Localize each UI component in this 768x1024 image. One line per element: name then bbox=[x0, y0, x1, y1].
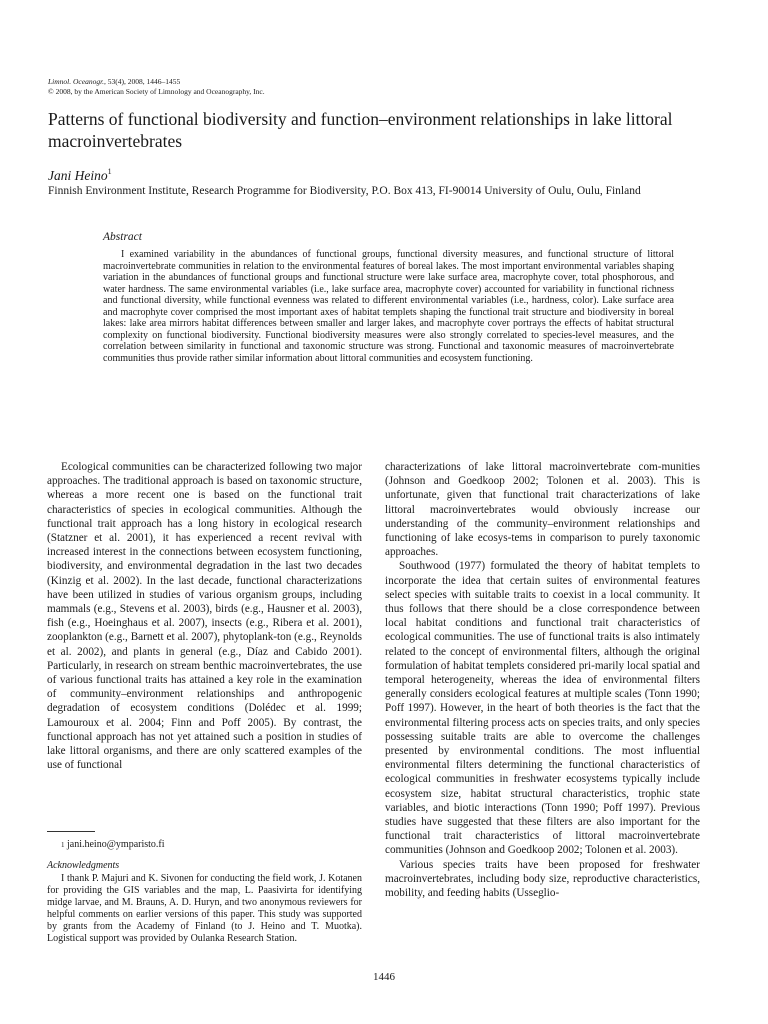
footnote-marker: 1 bbox=[61, 841, 65, 849]
body-paragraph: Ecological communities can be characterized following two major approaches. The traditional approach is based on taxonomic structure, whereas a more recent one is based on the functional trait characteristics of species in ecological communities. Although the functional trait approach has a long history in ecological research (Statzner et al. 2001), it has experienced a recent revival with increased interest in the connections between ecosystem functioning, biodiversity, and environmental degradation in the last two decades (Kinzig et al. 2002). In the last decade, functional characterizations have been utilized in studies of various organism groups, including mammals (e.g., Stevens et al. 2003), birds (e.g., Hausner et al. 2003), fish (e.g., Hoeinghaus et al. 2007), insects (e.g., Ribera et al. 2001), zooplankton (e.g., Barnett et al. 2007), phytoplank-ton (e.g., Reynolds et al. 2002), and plants in general (e.g., Díaz and Cabido 2001). Particularly, in research on stream benthic macroinvertebrates, the use of various functional traits has attained a key role in the examination of community–environment relationships and anthropogenic degradation of ecosystem conditions (Dolédec et al. 1999; Lamouroux et al. 2004; Finn and Poff 2005). By contrast, the functional approach has not yet attained such a position in studies of lake littoral organisms, and there are only scattered examples of the use of functional bbox=[47, 461, 362, 772]
page-number: 1446 bbox=[373, 971, 395, 983]
author-line bbox=[48, 168, 112, 184]
author-affiliation: Finnish Environment Institute, Research Programme for Biodiversity, P.O. Box 413, FI-90014 University of Oulu, Oulu, Finland bbox=[48, 185, 641, 197]
body-paragraph: Southwood (1977) formulated the theory of habitat templets to incorporate the idea that certain suites of environmental features select species with suitable traits to coexist in a local community. It thus follows that there should be a close correspondence between local habitat conditions and functional trait characteristics of ecological communities. The use of functional traits is also intimately related to the concept of environmental filters, although the original formulation of habitat templets considered pri-marily local spatial and temporal heterogeneity, whereas the idea of environmental filters generally considers ecological features at multiple scales (Tonn 1990; Poff 1997). However, in the heart of both theories is the fact that the environmental filtering process acts on species traits, and only species possessing suitable traits are able to overcome the challenges presented by environmental conditions. The most influential environmental filters determining the functional characteristics of ecological communities in freshwater ecosystems typically include ecosystem size, habitat structural characteristics, trophic state variables, and biotic interactions (Tonn 1990; Poff 1997). Previous studies have suggested that these filters are also important for the functional trait characteristics of littoral macroinvertebrate communities (Johnson and Goedkoop 2002; Tolonen et al. 2003). bbox=[385, 560, 700, 857]
acknowledgments-text: I thank P. Majuri and K. Sivonen for conducting the field work, J. Kotanen for providing the GIS variables and the map, L. Paasivirta for identifying midge larvae, and M. Brauns, A. D. Huryn, and two anonymous reviewers for helpful comments on earlier versions of this paper. This study was supported by grants from the Academy of Finland (to J. Heino and T. Muotka). Logistical support was provided by Oulanka Research Station. bbox=[47, 873, 362, 944]
author-name: Jani Heino bbox=[48, 168, 108, 183]
copyright-line: © 2008, by the American Society of Limnology and Oceanography, Inc. bbox=[48, 87, 265, 96]
footnote-email: jani.heino@ymparisto.fi bbox=[67, 839, 165, 850]
paper-title: Patterns of functional biodiversity and function–environment relationships in lake littoral macroinvertebrates bbox=[48, 109, 673, 151]
body-paragraph: Various species traits have been proposed for freshwater macroinvertebrates, including body size, reproductive characteristics, mobility, and feeding habits (Usseglio- bbox=[385, 858, 700, 900]
author-footnote-marker: 1 bbox=[107, 167, 112, 176]
abstract-text: I examined variability in the abundances of functional groups, functional diversity measures, and functional structure of littoral macroinvertebrate communities in relation to the environmental features of boreal lakes. The most important environmental variables shaping variation in the abundances of functional groups and functional structure were lake surface area, macrophyte cover, total phosphorous, and water hardness. The same environmental variables (i.e., lake surface area, macrophyte cover) accounted for variability in functional richness and functional diversity, while functional evenness was related to different environmental variables (i.e., hardness, color). Lake surface area and macrophyte cover comprised the most important axes of habitat templets shaping the functional trait structure and biodiversity in boreal lakes: lake area mirrors habitat differences between smaller and larger lakes, and macrophyte cover portrays the effects of habitat structural complexity on functional biodiversity. Functional biodiversity measures were also strongly correlated to species-level measures, and the correlation between similarity in functional and taxonomic structure was strong. Functional and taxonomic measures of macroinvertebrate communities thus provide rather similar information about littoral communities and ecosystem functioning. bbox=[103, 249, 674, 364]
body-paragraph: characterizations of lake littoral macroinvertebrate com-munities (Johnson and Goedkoop 2002; Tolonen et al. 2003). This is unfortunate, given that functional trait characterizations of lake littoral macroinvertebrates would obviously increase our understanding of the community–environment relationships and functioning of lake ecosys-tems in comparison to purely taxonomic approaches. bbox=[385, 461, 700, 559]
footnote bbox=[47, 839, 362, 851]
footnote-divider bbox=[47, 831, 95, 832]
abstract-heading: Abstract bbox=[103, 231, 142, 243]
journal-name: Limnol. Oceanogr. bbox=[48, 77, 105, 86]
journal-citation: , 53(4), 2008, 1446–1455 bbox=[104, 77, 181, 86]
acknowledgments-heading: Acknowledgments bbox=[47, 860, 120, 871]
journal-header bbox=[48, 77, 265, 97]
left-column bbox=[47, 460, 362, 772]
right-column bbox=[385, 460, 700, 900]
